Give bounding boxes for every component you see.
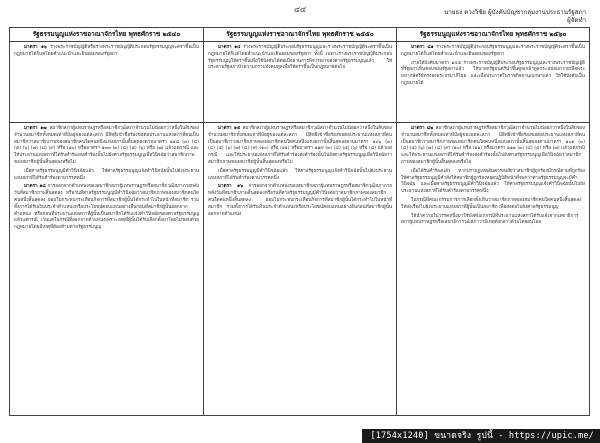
paragraph-text: การออกจากตำแหน่งของสมาชิกสภาผู้แทนราษฎรหรือสมาชิกวุฒิสภาภายหลังวันที่สมาชิกภาพสิ้นสุดลง หรือวันที่ศาลรัฐธรรมนูญมีคำวินิจฉัยว่าสมาชิกภาพของสมาชิกคนใดคนหนึ่งสิ้นสุดลง ย่อมไม่กระทบกระเทือนกิจการที่สมาชิกผู้นั้นได้กระทำไปในหน้าที่สมาชิก รวมทั้งการได้รับเงินประจำตำแหน่งหรือประโยชน์ตอบแทนอย่างอื่นก่อนที่สมาชิกผู้นั้นออกจากตำแหน่ง หรือก่อนที่ประธานแห่งสภาที่ผู้นั้นเป็นสมาชิกได้รับแจ้งคำวินิจฉัยของศาลรัฐธรรมนูญ แล้วแต่กรณี เว้นแต่ในกรณีที่ออกจากตำแหน่งเพราะเหตุที่ผู้นั้นได้รับเลือกตั้งมาโดยไม่ชอบด้วยกฎหมายโดยมีเหตุที่ต้องห้ามตามรัฐธรรมนูญ (14, 184, 199, 231)
paragraph-text: เมื่อได้รับคำร้องแล้ว หากปรากฏเหตุอันควรสงสัยว่าสมาชิกผู้ถูกร้องมีกรณีตามที่ถูกร้อง ให้ศาลรัฐธรรมนูญมีคำสั่งให้สมาชิกผู้ถูกร้องหยุดปฏิบัติหน้าที่จนกว่าศาลรัฐธรรมนูญจะมีคำวินิจฉัย และเมื่อศาลรัฐธรรมนูญมีคำวินิจฉัยแล้ว ให้ศาลรัฐธรรมนูญแจ้งคำวินิจฉัยนั้นไปยังประธานแห่งสภาที่ได้รับคำร้องตามวรรคหนึ่ง (401, 168, 585, 195)
table-cell (204, 123, 396, 415)
paragraph (208, 184, 392, 218)
image-host-watermark: [1754x1240] ขนาดจริง รูปนี้ - https://upic.me/ (362, 429, 600, 443)
paragraph (14, 169, 199, 183)
section-number: มาตรา ๑๔ (218, 45, 244, 50)
paragraph-text: ในกรณีที่คณะกรรมการการเลือกตั้งเห็นว่าสมาชิกภาพของสมาชิกคนใดคนหนึ่งสิ้นสุดลง ให้ส่งเรื่องไปยังประธานแห่งสภาที่ผู้นั้นเป็นสมาชิก เพื่อส่งต่อไปยังศาลรัฐธรรมนูญ (401, 197, 582, 210)
paragraph (401, 61, 585, 88)
paragraph (14, 45, 199, 59)
paragraph-text: สมาชิกสภาผู้แทนราษฎรหรือสมาชิกวุฒิสภาจำนวนไม่น้อยกว่าหนึ่งในสิบของจำนวนสมาชิกทั้งหมดเท่าที่มีอยู่ของแต่ละสภา มีสิทธิเข้าชื่อร้องขอต่อประธานแห่งสภาที่ตนเป็นสมาชิกว่าสมาชิกภาพของสมาชิกคนใดคนหนึ่งแห่งสภานั้นสิ้นสุดลงตามมาตรา ๑๐๖ (๓) (๔) (๕) (๖) (๗) (๘) (๙) (๑๐) หรือ (๑๑) หรือมาตรา ๑๑๙ (๓) (๔) (๕) (๖) หรือ (๘) แล้วแต่กรณี และให้ประธานแห่งสภาที่ได้รับคำร้องส่งคำร้องนั้นไปยังศาลรัฐธรรมนูญเพื่อวินิจฉัยว่าสมาชิกภาพของสมาชิกผู้นั้นสิ้นสุดลงหรือไม่ (208, 126, 392, 165)
paragraph-text: สมาชิกสภาผู้แทนราษฎรหรือสมาชิกวุฒิสภาจำนวนไม่น้อยกว่าหนึ่งในสิบของจำนวนสมาชิกทั้งหมดเท่าที่มีอยู่ของแต่ละสภา มีสิทธิเข้าชื่อร้องขอต่อประธานแห่งสภาที่ตนเป็นสมาชิกว่าสมาชิกภาพของสมาชิกคนใดคนหนึ่งแห่งสภานั้นสิ้นสุดลงตามมาตรา ๑๐๑ (๓) (๔) (๕) (๖) (๗) (๘) (๙) (๑๐) หรือ (๑๑) หรือมาตรา ๑๑๑ (๓) (๔) (๕) หรือ (๗) แล้วแต่กรณี และให้ประธานแห่งสภาที่ได้รับคำร้องส่งคำร้องนั้นไปยังศาลรัฐธรรมนูญเพื่อวินิจฉัยว่าสมาชิกภาพของสมาชิกผู้นั้นสิ้นสุดลงหรือไม่ (401, 126, 585, 165)
table-cell (397, 42, 589, 123)
author-attribution (444, 9, 586, 25)
author-name: นายธง ดวงวิชัย ผู้บังคับบัญชากลุ่มงานประธานรัฐสภา (444, 9, 586, 16)
column-header: รัฐธรรมนูญแห่งราชอาณาจักรไทย พุทธศักราช ๒๕๔๐ (10, 28, 203, 42)
section-number: มาตรา ๑๗ (24, 126, 50, 131)
paragraph-text: ภายใต้บังคับมาตรา ๑๔๕ ร่างพระราชบัญญัติประกอบรัฐธรรมนูญและร่างพระราชบัญญัติที่รัฐสภาเห็นชอบของรัฐสภาแล้ว ให้นายกรัฐมนตรีนำขึ้นทูลเกล้าทูลกระหม่อมถวายเพื่อพระมหากษัตริย์ทรงลงพระปรมาภิไธย และเมื่อประกาศในราชกิจจานุเบกษาแล้ว ให้ใช้บังคับเป็นกฎหมายได้ (401, 60, 585, 86)
column-header: รัฐธรรมนูญแห่งราชอาณาจักรไทย พุทธศักราช ๒๕๖๐ (397, 28, 589, 42)
paragraph (401, 169, 585, 196)
page-number: ๔๔ (293, 5, 307, 14)
comparison-table (9, 27, 590, 416)
paragraph (208, 169, 392, 183)
table-cell (10, 42, 203, 123)
section-number: มาตรา ๘๒ (411, 126, 436, 131)
section-number: มาตรา ๑๖ (218, 184, 249, 190)
column-header: รัฐธรรมนูญแห่งราชอาณาจักรไทย พุทธศักราช ๒๕๕๐ (204, 28, 396, 42)
paragraph-text: เมื่อศาลรัฐธรรมนูญมีคำวินิจฉัยแล้ว ให้ศาลรัฐธรรมนูญแจ้งคำวินิจฉัยนั้นไปยังประธานแห่งสภาที่ได้รับคำร้องตามวรรคหนึ่ง (14, 168, 199, 181)
column-2540 (10, 28, 204, 415)
paragraph (401, 45, 585, 59)
table-cell (204, 42, 396, 123)
paragraph-text: สมาชิกสภาผู้แทนราษฎรหรือสมาชิกวุฒิสภาจำนวนไม่น้อยกว่าหนึ่งในสิบของจำนวนสมาชิกทั้งหมดเท่าที่มีอยู่ของแต่ละสภา มีสิทธิเข้าชื่อร้องขอต่อประธานแห่งสภาที่ตนเป็นสมาชิกว่าสมาชิกภาพของสมาชิกคนใดคนหนึ่งแห่งสภานั้นสิ้นสุดลงตามมาตรา ๑๑๘ (๓) (๔) (๕) (๖) (๗) (๘) (๙) หรือ (๑๐) หรือมาตรา ๑๓๓ (๓) (๔) (๕) (๖) หรือ (๗) แล้วแต่กรณี และให้ประธานแห่งสภาที่ได้รับคำร้องส่งคำร้องนั้นไปยังศาลรัฐธรรมนูญเพื่อวินิจฉัยว่าสมาชิกภาพของสมาชิกผู้นั้นสิ้นสุดลงหรือไม่ (14, 126, 199, 165)
paragraph (401, 214, 585, 228)
paragraph (208, 126, 392, 167)
section-number: มาตรา ๑๕ (218, 126, 243, 131)
table-cell (397, 123, 589, 415)
paragraph-text: ร่างพระราชบัญญัติประกอบรัฐธรรมนูญและร่างพระราชบัญญัติจะตราขึ้นเป็นกฎหมายได้ก็แต่โดยคำแนะนำและยินยอมของรัฐสภา (401, 45, 585, 57)
paragraph (401, 198, 585, 212)
table-cell (10, 123, 203, 415)
section-number: มาตรา ๑๘ (24, 184, 48, 190)
paragraph (401, 126, 585, 167)
author-role: ผู้จัดทำ (567, 17, 586, 24)
section-number: มาตรา ๑๖ (24, 45, 51, 50)
paragraph-text: การออกจากตำแหน่งของสมาชิกสภาผู้แทนราษฎรหรือสมาชิกวุฒิสภาภายหลังวันที่สมาชิกภาพสิ้นสุดลงหรือวันที่ศาลรัฐธรรมนูญมีคำวินิจฉัยว่าสมาชิกภาพของสมาชิกคนใดคนหนึ่งสิ้นสุดลง ย่อมไม่กระทบกระเทือนกิจการที่สมาชิกผู้นั้นได้กระทำไปในหน้าที่สมาชิก รวมทั้งการได้รับเงินประจำตำแหน่งหรือประโยชน์ตอบแทนอย่างอื่นก่อนที่สมาชิกผู้นั้นออกจากตำแหน่ง (208, 184, 392, 217)
paragraph-text: ร่างพระราชบัญญัติหรือร่างพระราชบัญญัติประกอบรัฐธรรมนูญจะตราขึ้นเป็นกฎหมายได้ก็แต่โดยคำแนะนำและยินยอมของรัฐสภา (14, 45, 199, 57)
column-2560 (397, 28, 589, 415)
paragraph (14, 126, 199, 167)
paragraph (208, 45, 392, 72)
paragraph-text: เมื่อศาลรัฐธรรมนูญมีคำวินิจฉัยแล้ว ให้ศาลรัฐธรรมนูญแจ้งคำวินิจฉัยนั้นไปยังประธานแห่งสภาที่ได้รับคำร้องตามวรรคหนึ่ง (208, 168, 392, 181)
paragraph-text: ให้นำความในวรรคหนึ่งมาใช้บังคับแก่กรณีที่ประธานแห่งสภาได้รับแจ้งจากเลขาธิการสภาผู้แทนราษฎรหรือเลขาธิการวุฒิสภาว่ามีเหตุดังกล่าวด้วยโดยอนุโลม (401, 213, 579, 226)
paragraph-text: ร่างพระราชบัญญัติประกอบรัฐธรรมนูญและร่างพระราชบัญญัติจะตราขึ้นเป็นกฎหมายได้ก็แต่โดยคำแนะนำและยินยอมของรัฐสภา ทั้งนี้ เฉพาะร่างพระราชบัญญัติประกอบรัฐธรรมนูญให้ตราขึ้นเพื่อใช้บังคับได้ต่อเมื่อผ่านการพิจารณาของศาลรัฐธรรมนูญแล้ว ให้ประธานรัฐสภานำความกราบบังคมทูลเพื่อให้ตราขึ้นเป็นกฎหมายต่อไป (208, 45, 392, 71)
section-number: มาตรา ๘๑ (411, 45, 437, 50)
column-2550 (204, 28, 397, 415)
paragraph (14, 184, 199, 232)
